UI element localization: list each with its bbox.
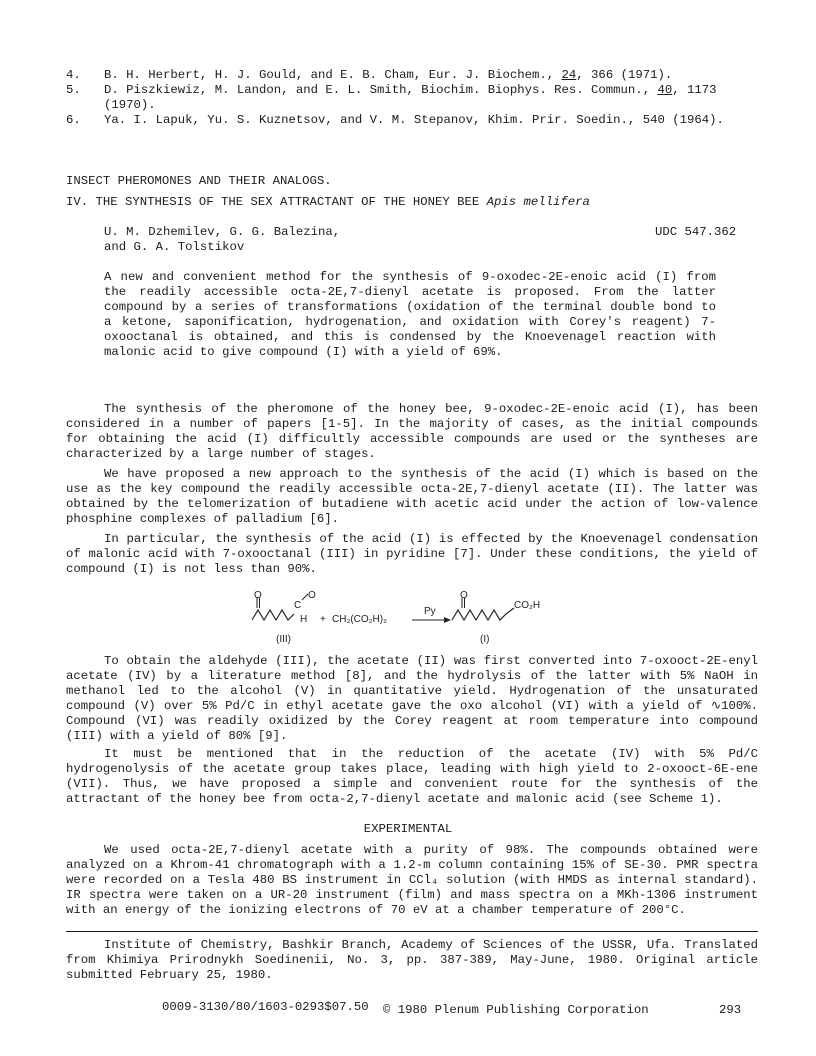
affiliation-footnote: Institute of Chemistry, Bashkir Branch, Academy of Sciences of the USSR, Ufa. Translated from Khimiya Prirodnykh Soedinenii, No. 3, pp. 387-389, May-June, 1980. Original article submitted February 25, 1980. xyxy=(66,938,758,982)
copyright-notice: © 1980 Plenum Publishing Corporation xyxy=(383,1003,649,1017)
article-title-block xyxy=(66,174,766,210)
product-ketone-oxygen: O xyxy=(460,590,468,601)
aldehyde-carbon: C xyxy=(294,600,302,611)
authors-line-2: and G. A. Tolstikov xyxy=(104,240,245,254)
body-paragraph-3: In particular, the synthesis of the acid (I) is effected by the Knoevenagel condensation of malonic acid with 7-oxooctanal (III) in pyridine [7]. Under these conditions, the yield of compound (I) is not less than 90%. xyxy=(66,532,758,576)
series-title: INSECT PHEROMONES AND THEIR ANALOGS. xyxy=(66,174,332,188)
authors xyxy=(104,225,664,255)
carbon-chain-left xyxy=(252,610,294,620)
reference-text: B. H. Herbert, H. J. Gould, and E. B. Cham, Eur. J. Biochem., xyxy=(104,68,562,82)
ketone-oxygen: O xyxy=(254,590,262,601)
reference-6 xyxy=(66,113,766,128)
reference-number: 4. xyxy=(66,68,81,82)
reference-volume: 40 xyxy=(657,83,673,97)
article-title xyxy=(66,195,766,210)
reference-4 xyxy=(66,68,766,83)
body-paragraph-6: We used octa-2E,7-dienyl acetate with a purity of 98%. The compounds obtained were analyzed on a Khrom-41 chromatograph with a 1.2-m column containing 15% of SE-30. PMR spectra were recorded on a Tesla 480 BS instrument in CCl₄ solution (with HMDS as internal standard). IR spectra were taken on a UR-20 instrument (film) and mass spectra on a MKh-1306 instrument with an energy of the ionizing electrons of 70 eV at a chamber temperature of 200°C. xyxy=(66,843,758,917)
experimental-heading: EXPERIMENTAL xyxy=(363,822,453,836)
body-paragraph-4: To obtain the aldehyde (III), the acetate (II) was first converted into 7-oxooct-2E-enyl acetate (IV) by a literature method [8], and the hydrolysis of the latter with 5% NaOH in methanol led to the alcohol (V) in quantitative yield. Hydrogenation of the unsaturated compound (V) over 5% Pd/C in ethyl acetate gave the oxo alcohol (VI) with a yield of ∿100%. Compound (VI) was readily oxidized by the Corey reagent at room temperature into compound (III) with a yield of 80% [9]. xyxy=(66,654,758,743)
footnote-divider xyxy=(66,931,758,932)
body-paragraph-5: It must be mentioned that in the reduction of the acetate (IV) with 5% Pd/C hydrogenolysis of the acetate group takes place, leading with high yield to 2-oxooct-6E-ene (VII). Thus, we have proposed a simple and convenient route for the synthesis of the attractant of the honey bee from octa-2,7-dienyl acetate and malonic acid (see Scheme 1). xyxy=(66,747,758,806)
compound-label-i: (I) xyxy=(480,634,490,645)
aldehyde-oxygen: O xyxy=(308,590,316,601)
reference-text-end: , 1173 (1970). xyxy=(104,83,717,112)
abstract: A new and convenient method for the synthesis of 9-oxodec-2E-enoic acid (I) from the readily accessible octa-2E,7-dienyl acetate is proposed. From the latter compound by a series of transformations (oxidation of the terminal double bond to a ketone, saponification, hydrogenation, and oxidation with Corey's reagent) 7-oxooctanal is obtained, and this is condensed by the Knoevenagel reaction with malonic acid to give compound (I) with a yield of 69%. xyxy=(104,270,716,359)
article-title-main: IV. THE SYNTHESIS OF THE SEX ATTRACTANT OF THE HONEY BEE xyxy=(66,195,487,209)
product-acid-group: CO₂H xyxy=(514,600,541,611)
malonic-acid: CH₂(CO₂H)₂ xyxy=(332,614,387,625)
publication-code: 0009-3130/80/1603-0293$07.50 xyxy=(162,1000,369,1014)
plus-sign: + xyxy=(320,614,326,625)
compound-label-iii: (III) xyxy=(276,634,291,645)
body-paragraph-2: We have proposed a new approach to the synthesis of the acid (I) which is based on the use as the key compound the readily accessible octa-2E,7-dienyl acetate (II). The latter was obtained by the telomerization of butadiene with acetic acid under the action of low-valence phosphine complexes of palladium [6]. xyxy=(66,467,758,526)
authors-line-1: U. M. Dzhemilev, G. G. Balezina, xyxy=(104,225,341,239)
body-paragraph-1: The synthesis of the pheromone of the honey bee, 9-oxodec-2E-enoic acid (I), has been considered in a number of papers [1-5]. In the majority of cases, as the initial compounds for obtaining the acid (I) difficultly accessible compounds are used or the syntheses are characterized by a large number of stages. xyxy=(66,402,758,461)
page-number: 293 xyxy=(719,1003,742,1017)
carbon-chain-right xyxy=(452,608,514,620)
udc-code: UDC 547.362 xyxy=(655,225,737,239)
aldehyde-hydrogen: H xyxy=(300,614,308,625)
reaction-scheme xyxy=(252,590,582,646)
reference-5 xyxy=(66,83,766,113)
reference-number: 6. xyxy=(66,113,81,127)
reference-text: Ya. I. Lapuk, Yu. S. Kuznetsov, and V. M. Stepanov, Khim. Prir. Soedin., 540 (1964). xyxy=(104,113,724,127)
reference-volume: 24 xyxy=(561,68,577,82)
reference-number: 5. xyxy=(66,83,81,97)
reference-text-end: , 366 (1971). xyxy=(576,68,673,82)
reference-text: D. Piszkiewiz, M. Landon, and E. L. Smith, Biochim. Biophys. Res. Commun., xyxy=(104,83,658,97)
species-name: Apis mellifera xyxy=(486,195,590,209)
reagent-label: Py xyxy=(424,606,436,617)
